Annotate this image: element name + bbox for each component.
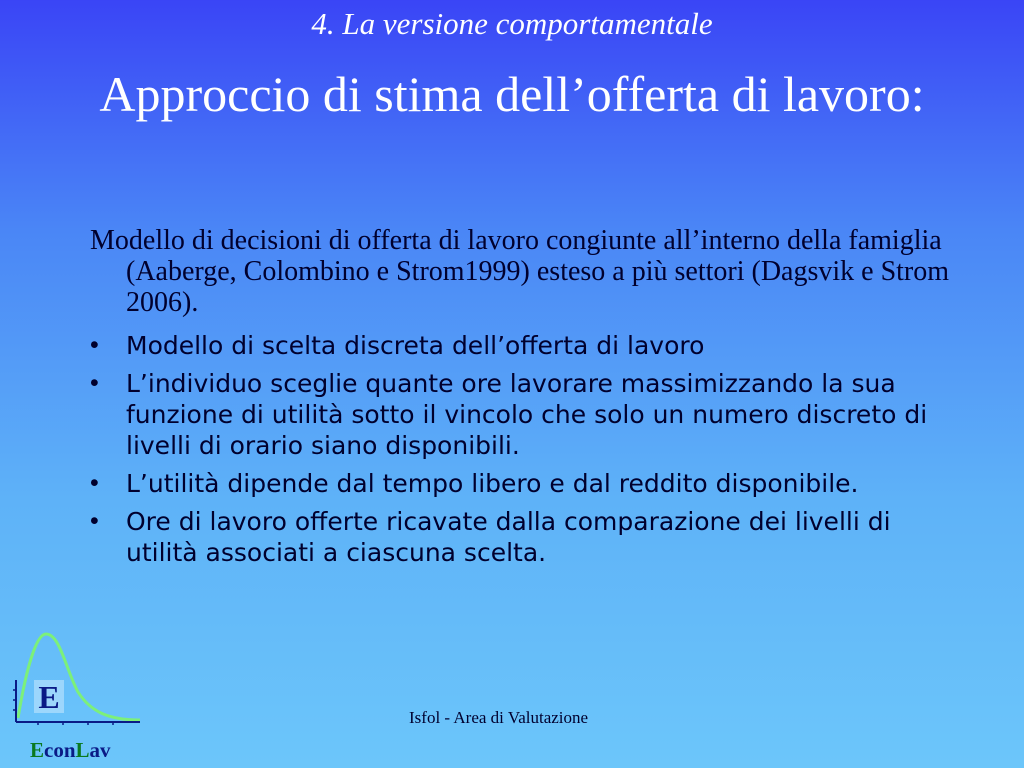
bullet-dot-icon: • xyxy=(90,469,99,497)
bullet-item xyxy=(90,330,960,361)
logo-word-e: E xyxy=(30,738,45,762)
bullet-text: Ore di lavoro offerte ricavate dalla comparazione dei livelli di utilità associati a ciascuna scelta. xyxy=(126,507,891,567)
bullet-dot-icon: • xyxy=(90,369,99,397)
bullet-text: L’individuo sceglie quante ore lavorare massimizzando la sua funzione di utilità sotto il vincolo che solo un numero discreto di livelli di orario siano disponibili. xyxy=(126,369,928,460)
intro-paragraph: Modello di decisioni di offerta di lavoro congiunte all’interno della famiglia (Aaberge, Colombino e Strom1999) esteso a più settori (Dagsvik e Strom 2006). xyxy=(90,225,950,318)
bullet-item xyxy=(90,368,960,461)
bullet-text: Modello di scelta discreta dell’offerta di lavoro xyxy=(126,331,705,360)
logo-letter: E xyxy=(38,679,60,715)
logo-wordmark xyxy=(30,738,111,763)
bullet-item xyxy=(90,468,960,499)
logo-word-l: L xyxy=(75,738,90,762)
footer-text: Isfol - Area di Valutazione xyxy=(409,708,589,727)
logo-word-av: av xyxy=(89,738,111,762)
bullet-list xyxy=(90,330,960,575)
bullet-item xyxy=(90,506,960,568)
slide-subtitle: 4. La versione comportamentale xyxy=(311,6,713,41)
bullet-dot-icon: • xyxy=(90,507,99,535)
bullet-text: L’utilità dipende dal tempo libero e dal reddito disponibile. xyxy=(126,469,859,498)
slide-title: Approccio di stima dell’offerta di lavoro: xyxy=(99,66,925,122)
logo-word-con: con xyxy=(44,738,76,762)
bullet-dot-icon: • xyxy=(90,331,99,359)
